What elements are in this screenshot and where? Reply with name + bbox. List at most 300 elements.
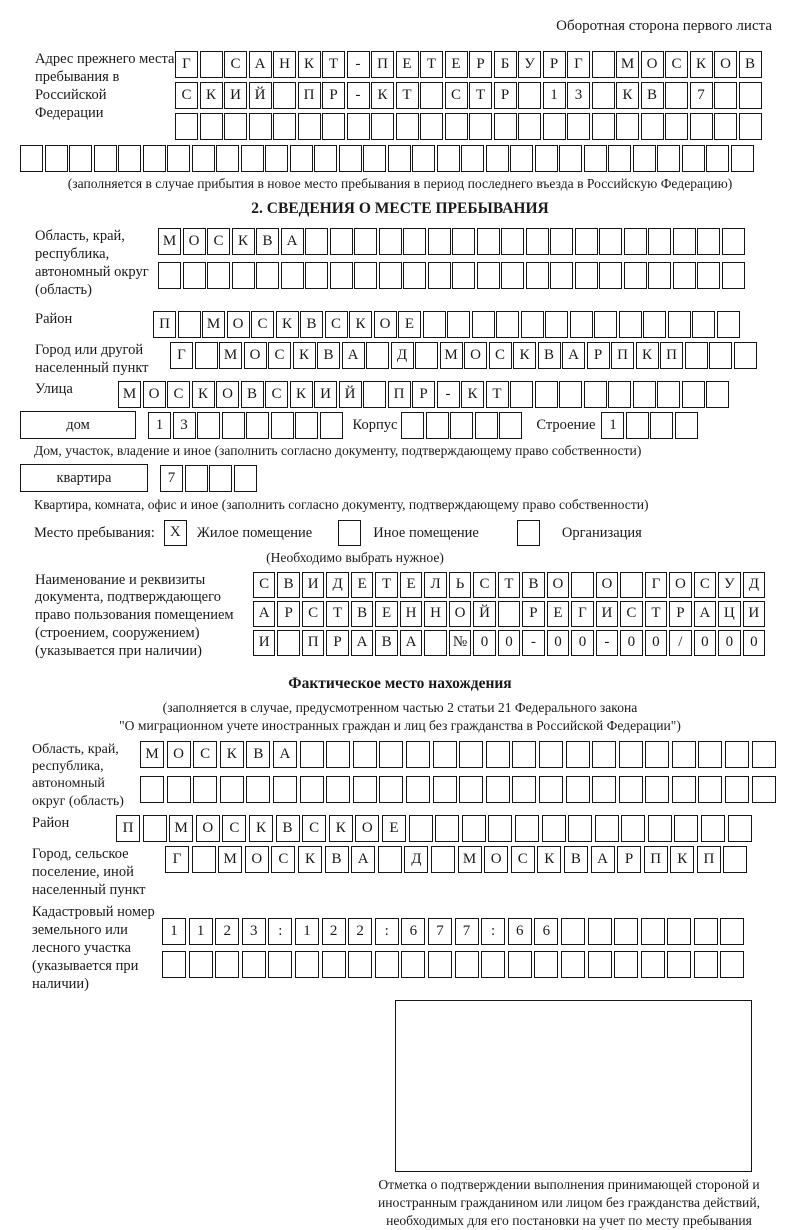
char-cell[interactable]: С [207, 228, 230, 255]
char-cell[interactable]: / [669, 630, 691, 656]
char-cell[interactable] [567, 113, 590, 140]
char-cell[interactable] [561, 951, 585, 978]
char-cell[interactable] [720, 918, 744, 945]
char-cell[interactable]: А [562, 342, 585, 369]
char-cell[interactable] [508, 951, 532, 978]
char-cell[interactable]: О [547, 572, 569, 598]
char-cell[interactable] [488, 815, 512, 842]
char-cell[interactable] [215, 951, 239, 978]
char-cell[interactable]: Г [175, 51, 198, 78]
char-cell[interactable]: С [268, 342, 291, 369]
char-cell[interactable] [665, 82, 688, 109]
char-cell[interactable] [249, 113, 272, 140]
char-cell[interactable] [178, 311, 201, 338]
char-cell[interactable] [222, 412, 245, 439]
char-cell[interactable] [298, 113, 321, 140]
char-cell[interactable] [682, 145, 705, 172]
char-cell[interactable] [435, 815, 459, 842]
char-cell[interactable] [559, 145, 582, 172]
char-cell[interactable] [277, 630, 299, 656]
char-cell[interactable] [183, 262, 206, 289]
char-cell[interactable] [185, 465, 208, 492]
char-cell[interactable]: А [273, 741, 297, 768]
char-cell[interactable] [300, 741, 324, 768]
char-cell[interactable]: 3 [173, 412, 196, 439]
char-cell[interactable]: Т [326, 601, 348, 627]
char-cell[interactable]: К [220, 741, 244, 768]
char-cell[interactable]: 6 [534, 918, 558, 945]
char-cell[interactable]: К [298, 846, 322, 873]
char-cell[interactable] [428, 228, 451, 255]
char-cell[interactable] [305, 262, 328, 289]
char-cell[interactable]: Р [277, 601, 299, 627]
char-cell[interactable] [723, 846, 747, 873]
char-cell[interactable]: Г [571, 601, 593, 627]
char-cell[interactable] [426, 412, 449, 439]
char-cell[interactable]: Е [398, 311, 421, 338]
char-cell[interactable] [207, 262, 230, 289]
char-cell[interactable] [626, 412, 649, 439]
char-cell[interactable] [571, 572, 593, 598]
char-cell[interactable]: С [620, 601, 642, 627]
char-cell[interactable]: Е [400, 572, 422, 598]
char-cell[interactable] [534, 951, 558, 978]
char-cell[interactable] [667, 918, 691, 945]
char-cell[interactable] [322, 113, 345, 140]
char-cell[interactable]: К [232, 228, 255, 255]
char-cell[interactable] [535, 381, 558, 408]
char-cell[interactable] [499, 412, 522, 439]
char-cell[interactable]: Т [375, 572, 397, 598]
char-cell[interactable]: О [216, 381, 239, 408]
char-cell[interactable] [452, 228, 475, 255]
char-cell[interactable] [273, 776, 297, 803]
char-cell[interactable] [348, 951, 372, 978]
char-cell[interactable]: 0 [620, 630, 642, 656]
char-cell[interactable] [450, 412, 473, 439]
char-cell[interactable] [326, 741, 350, 768]
char-cell[interactable] [650, 412, 673, 439]
char-cell[interactable] [657, 381, 680, 408]
char-cell[interactable]: 2 [348, 918, 372, 945]
char-cell[interactable]: 0 [498, 630, 520, 656]
char-cell[interactable] [330, 228, 353, 255]
char-cell[interactable] [158, 262, 181, 289]
char-cell[interactable] [232, 262, 255, 289]
char-cell[interactable] [401, 412, 424, 439]
char-cell[interactable]: Й [339, 381, 362, 408]
char-cell[interactable] [406, 741, 430, 768]
char-cell[interactable]: В [246, 741, 270, 768]
char-cell[interactable] [739, 113, 762, 140]
char-cell[interactable] [20, 145, 43, 172]
char-cell[interactable] [526, 228, 549, 255]
char-cell[interactable]: С [489, 342, 512, 369]
char-cell[interactable]: П [298, 82, 321, 109]
char-cell[interactable]: С [251, 311, 274, 338]
char-cell[interactable] [459, 741, 483, 768]
char-cell[interactable] [246, 776, 270, 803]
char-cell[interactable] [477, 228, 500, 255]
char-cell[interactable] [672, 776, 696, 803]
char-cell[interactable]: 1 [148, 412, 171, 439]
char-cell[interactable]: М [202, 311, 225, 338]
char-cell[interactable]: А [249, 51, 272, 78]
char-cell[interactable]: - [522, 630, 544, 656]
char-cell[interactable] [665, 113, 688, 140]
char-cell[interactable] [592, 741, 616, 768]
char-cell[interactable] [673, 262, 696, 289]
char-cell[interactable] [706, 145, 729, 172]
char-cell[interactable] [515, 815, 539, 842]
char-cell[interactable] [608, 145, 631, 172]
char-cell[interactable]: К [461, 381, 484, 408]
char-cell[interactable] [575, 228, 598, 255]
char-cell[interactable] [706, 381, 729, 408]
char-cell[interactable]: Р [412, 381, 435, 408]
char-cell[interactable] [175, 113, 198, 140]
char-cell[interactable] [428, 951, 452, 978]
char-cell[interactable]: В [739, 51, 762, 78]
char-cell[interactable] [722, 262, 745, 289]
char-cell[interactable]: О [714, 51, 737, 78]
char-cell[interactable]: 2 [215, 918, 239, 945]
char-cell[interactable] [694, 951, 718, 978]
char-cell[interactable]: М [140, 741, 164, 768]
char-cell[interactable] [725, 776, 749, 803]
char-cell[interactable]: П [697, 846, 721, 873]
char-cell[interactable] [539, 741, 563, 768]
char-cell[interactable] [501, 228, 524, 255]
char-cell[interactable] [701, 815, 725, 842]
char-cell[interactable]: Н [400, 601, 422, 627]
char-cell[interactable] [648, 815, 672, 842]
char-cell[interactable]: Н [273, 51, 296, 78]
char-cell[interactable]: О [641, 51, 664, 78]
char-cell[interactable]: С [665, 51, 688, 78]
char-cell[interactable] [241, 145, 264, 172]
char-cell[interactable]: И [302, 572, 324, 598]
char-cell[interactable]: К [513, 342, 536, 369]
char-cell[interactable] [403, 262, 426, 289]
char-cell[interactable]: М [118, 381, 141, 408]
char-cell[interactable] [667, 951, 691, 978]
char-cell[interactable] [673, 228, 696, 255]
char-cell[interactable] [224, 113, 247, 140]
char-cell[interactable]: В [641, 82, 664, 109]
char-cell[interactable]: 6 [508, 918, 532, 945]
char-cell[interactable]: И [596, 601, 618, 627]
char-cell[interactable] [675, 412, 698, 439]
char-cell[interactable] [428, 262, 451, 289]
char-cell[interactable] [521, 311, 544, 338]
char-cell[interactable] [271, 412, 294, 439]
char-cell[interactable]: 3 [242, 918, 266, 945]
char-cell[interactable] [437, 145, 460, 172]
char-cell[interactable]: Р [587, 342, 610, 369]
char-cell[interactable]: 6 [401, 918, 425, 945]
char-cell[interactable] [620, 572, 642, 598]
char-cell[interactable]: К [616, 82, 639, 109]
char-cell[interactable]: Р [543, 51, 566, 78]
char-cell[interactable] [234, 465, 257, 492]
char-cell[interactable] [409, 815, 433, 842]
char-cell[interactable] [363, 145, 386, 172]
char-cell[interactable] [512, 776, 536, 803]
char-cell[interactable]: С [222, 815, 246, 842]
char-cell[interactable]: Т [469, 82, 492, 109]
char-cell[interactable] [641, 918, 665, 945]
char-cell[interactable]: К [192, 381, 215, 408]
char-cell[interactable]: Р [522, 601, 544, 627]
char-cell[interactable] [268, 951, 292, 978]
char-cell[interactable] [379, 741, 403, 768]
char-cell[interactable] [694, 918, 718, 945]
char-cell[interactable]: С [473, 572, 495, 598]
char-cell[interactable] [543, 113, 566, 140]
char-cell[interactable] [162, 951, 186, 978]
char-cell[interactable]: Д [743, 572, 765, 598]
char-cell[interactable] [697, 228, 720, 255]
char-cell[interactable] [452, 262, 475, 289]
char-cell[interactable] [722, 228, 745, 255]
char-cell[interactable] [339, 145, 362, 172]
char-cell[interactable]: М [458, 846, 482, 873]
char-cell[interactable] [209, 465, 232, 492]
char-cell[interactable] [510, 381, 533, 408]
char-cell[interactable] [545, 311, 568, 338]
char-cell[interactable]: С [302, 601, 324, 627]
char-cell[interactable] [295, 412, 318, 439]
char-cell[interactable] [379, 228, 402, 255]
char-cell[interactable]: Й [249, 82, 272, 109]
char-cell[interactable]: К [293, 342, 316, 369]
char-cell[interactable]: О [167, 741, 191, 768]
char-cell[interactable] [720, 951, 744, 978]
char-cell[interactable] [447, 311, 470, 338]
char-cell[interactable]: О [227, 311, 250, 338]
char-cell[interactable] [641, 951, 665, 978]
char-cell[interactable]: Д [326, 572, 348, 598]
char-cell[interactable]: М [158, 228, 181, 255]
char-cell[interactable]: О [596, 572, 618, 598]
char-cell[interactable] [403, 228, 426, 255]
checkbox-residential[interactable]: X [164, 520, 187, 546]
char-cell[interactable]: : [268, 918, 292, 945]
char-cell[interactable] [633, 381, 656, 408]
char-cell[interactable]: А [253, 601, 275, 627]
char-cell[interactable]: О [374, 311, 397, 338]
char-cell[interactable] [592, 82, 615, 109]
char-cell[interactable]: В [277, 572, 299, 598]
char-cell[interactable] [657, 145, 680, 172]
char-cell[interactable] [599, 228, 622, 255]
char-cell[interactable] [535, 145, 558, 172]
char-cell[interactable] [575, 262, 598, 289]
char-cell[interactable]: Т [322, 51, 345, 78]
char-cell[interactable]: Е [547, 601, 569, 627]
char-cell[interactable]: В [564, 846, 588, 873]
char-cell[interactable]: Н [424, 601, 446, 627]
char-cell[interactable] [353, 741, 377, 768]
char-cell[interactable]: Л [424, 572, 446, 598]
char-cell[interactable] [195, 342, 218, 369]
char-cell[interactable]: Ц [718, 601, 740, 627]
char-cell[interactable]: В [522, 572, 544, 598]
char-cell[interactable] [501, 262, 524, 289]
char-cell[interactable]: 1 [295, 918, 319, 945]
char-cell[interactable]: Р [322, 82, 345, 109]
char-cell[interactable] [486, 145, 509, 172]
char-cell[interactable]: 1 [543, 82, 566, 109]
char-cell[interactable] [645, 741, 669, 768]
char-cell[interactable] [69, 145, 92, 172]
char-cell[interactable] [614, 951, 638, 978]
char-cell[interactable] [330, 262, 353, 289]
char-cell[interactable]: 7 [428, 918, 452, 945]
char-cell[interactable]: С [511, 846, 535, 873]
char-cell[interactable]: Е [351, 572, 373, 598]
char-cell[interactable]: П [153, 311, 176, 338]
char-cell[interactable]: К [290, 381, 313, 408]
char-cell[interactable]: Е [445, 51, 468, 78]
char-cell[interactable] [295, 951, 319, 978]
char-cell[interactable] [143, 815, 167, 842]
char-cell[interactable] [246, 412, 269, 439]
char-cell[interactable]: И [743, 601, 765, 627]
char-cell[interactable] [412, 145, 435, 172]
char-cell[interactable] [486, 741, 510, 768]
char-cell[interactable]: 0 [473, 630, 495, 656]
char-cell[interactable] [455, 951, 479, 978]
char-cell[interactable]: - [437, 381, 460, 408]
char-cell[interactable] [326, 776, 350, 803]
char-cell[interactable]: В [351, 601, 373, 627]
char-cell[interactable] [423, 311, 446, 338]
char-cell[interactable]: С [271, 846, 295, 873]
char-cell[interactable] [167, 776, 191, 803]
char-cell[interactable]: С [193, 741, 217, 768]
char-cell[interactable] [290, 145, 313, 172]
char-cell[interactable] [347, 113, 370, 140]
char-cell[interactable] [594, 311, 617, 338]
char-cell[interactable]: А [351, 846, 375, 873]
char-cell[interactable] [592, 51, 615, 78]
char-cell[interactable]: С [445, 82, 468, 109]
char-cell[interactable] [118, 145, 141, 172]
char-cell[interactable] [281, 262, 304, 289]
char-cell[interactable]: А [281, 228, 304, 255]
char-cell[interactable]: О [355, 815, 379, 842]
char-cell[interactable] [415, 342, 438, 369]
char-cell[interactable] [714, 82, 737, 109]
char-cell[interactable] [559, 381, 582, 408]
char-cell[interactable]: О [244, 342, 267, 369]
char-cell[interactable] [469, 113, 492, 140]
char-cell[interactable] [477, 262, 500, 289]
char-cell[interactable]: 0 [547, 630, 569, 656]
char-cell[interactable]: В [256, 228, 279, 255]
checkbox-other-premises[interactable] [338, 520, 361, 546]
char-cell[interactable]: С [224, 51, 247, 78]
char-cell[interactable] [725, 741, 749, 768]
char-cell[interactable]: 0 [718, 630, 740, 656]
char-cell[interactable]: Т [498, 572, 520, 598]
char-cell[interactable] [619, 776, 643, 803]
char-cell[interactable] [406, 776, 430, 803]
char-cell[interactable] [674, 815, 698, 842]
char-cell[interactable]: К [249, 815, 273, 842]
char-cell[interactable] [734, 342, 757, 369]
char-cell[interactable] [624, 262, 647, 289]
char-cell[interactable]: Г [170, 342, 193, 369]
char-cell[interactable] [624, 228, 647, 255]
char-cell[interactable]: К [670, 846, 694, 873]
char-cell[interactable]: Е [375, 601, 397, 627]
char-cell[interactable] [481, 951, 505, 978]
char-cell[interactable]: М [440, 342, 463, 369]
char-cell[interactable] [498, 601, 520, 627]
char-cell[interactable]: : [375, 918, 399, 945]
char-cell[interactable] [354, 228, 377, 255]
char-cell[interactable]: М [219, 342, 242, 369]
char-cell[interactable] [216, 145, 239, 172]
char-cell[interactable] [486, 776, 510, 803]
char-cell[interactable] [45, 145, 68, 172]
char-cell[interactable] [588, 951, 612, 978]
char-cell[interactable] [592, 113, 615, 140]
char-cell[interactable]: Й [473, 601, 495, 627]
char-cell[interactable]: М [218, 846, 242, 873]
char-cell[interactable]: В [317, 342, 340, 369]
char-cell[interactable]: П [660, 342, 683, 369]
char-cell[interactable]: О [196, 815, 220, 842]
char-cell[interactable]: А [342, 342, 365, 369]
char-cell[interactable]: 0 [645, 630, 667, 656]
char-cell[interactable] [614, 918, 638, 945]
checkbox-organization[interactable] [517, 520, 540, 546]
char-cell[interactable] [462, 815, 486, 842]
char-cell[interactable]: В [325, 846, 349, 873]
char-cell[interactable] [300, 776, 324, 803]
char-cell[interactable] [192, 846, 216, 873]
char-cell[interactable] [193, 776, 217, 803]
char-cell[interactable]: Д [391, 342, 414, 369]
char-cell[interactable]: О [484, 846, 508, 873]
char-cell[interactable] [672, 741, 696, 768]
char-cell[interactable]: 2 [322, 918, 346, 945]
char-cell[interactable]: Е [396, 51, 419, 78]
char-cell[interactable] [739, 82, 762, 109]
char-cell[interactable]: И [224, 82, 247, 109]
char-cell[interactable] [731, 145, 754, 172]
char-cell[interactable] [420, 113, 443, 140]
char-cell[interactable]: К [537, 846, 561, 873]
char-cell[interactable] [570, 311, 593, 338]
char-cell[interactable] [539, 776, 563, 803]
char-cell[interactable]: К [636, 342, 659, 369]
char-cell[interactable]: И [253, 630, 275, 656]
char-cell[interactable]: П [302, 630, 324, 656]
char-cell[interactable]: Т [396, 82, 419, 109]
char-cell[interactable]: Р [617, 846, 641, 873]
char-cell[interactable] [717, 311, 740, 338]
char-cell[interactable]: 7 [690, 82, 713, 109]
char-cell[interactable]: № [449, 630, 471, 656]
char-cell[interactable] [475, 412, 498, 439]
char-cell[interactable] [510, 145, 533, 172]
char-cell[interactable] [363, 381, 386, 408]
